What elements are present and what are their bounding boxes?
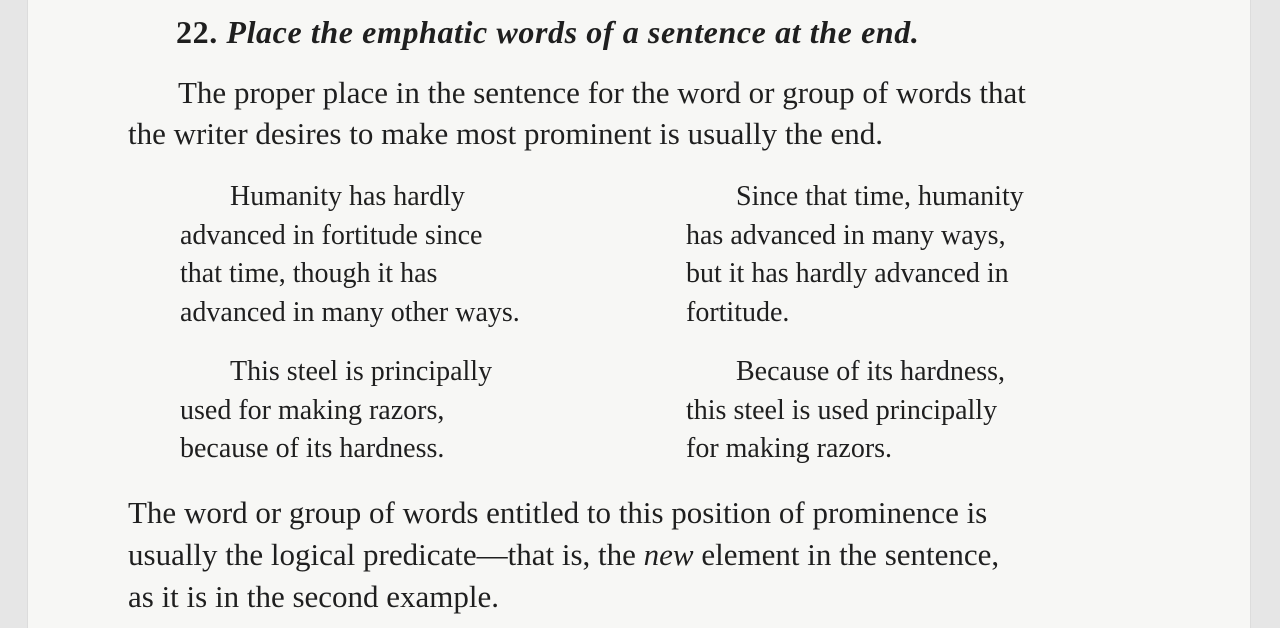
example-line: but it has hardly advanced in	[686, 258, 1009, 289]
book-page	[28, 0, 1250, 628]
example-line: Since that time, humanity	[736, 181, 1024, 212]
conclusion-text: usually the logical predicate—that is, the	[128, 537, 644, 572]
conclusion-line	[128, 534, 1148, 576]
rule-title: Place the emphatic words of a sentence at the end.	[226, 14, 920, 50]
example-line: Because of its hardness,	[736, 356, 1006, 387]
emphasized-word: new	[643, 537, 694, 572]
conclusion-line: The word or group of words entitled to this position of prominence is	[128, 495, 988, 530]
example-line: this steel is used principally	[686, 394, 998, 426]
intro-paragraph	[128, 72, 1140, 154]
example-line: that time, though it has	[180, 258, 438, 289]
example-line: fortitude.	[686, 296, 790, 328]
example-1-improved	[686, 178, 1024, 332]
intro-line: The proper place in the sentence for the word or group of words that	[178, 75, 1026, 110]
rule-number: 22.	[176, 14, 218, 50]
example-line: for making razors.	[686, 433, 893, 464]
conclusion-paragraph	[128, 492, 1148, 618]
intro-line: the writer desires to make most prominent is usually the end.	[128, 116, 884, 151]
conclusion-line: as it is in the second example.	[128, 579, 500, 614]
example-line: Humanity has hardly	[230, 181, 465, 212]
example-line: has advanced in many ways,	[686, 219, 1006, 251]
conclusion-text: element in the sentence,	[693, 537, 1000, 572]
example-line: advanced in fortitude since	[180, 219, 483, 251]
example-line: advanced in many other ways.	[180, 296, 520, 328]
example-2-weak	[180, 353, 492, 469]
example-2-improved	[686, 353, 1005, 469]
example-line: because of its hardness.	[180, 433, 445, 464]
example-line: used for making razors,	[180, 394, 445, 426]
rule-heading	[176, 14, 919, 51]
example-1-weak	[180, 178, 520, 332]
example-line: This steel is principally	[230, 356, 493, 387]
